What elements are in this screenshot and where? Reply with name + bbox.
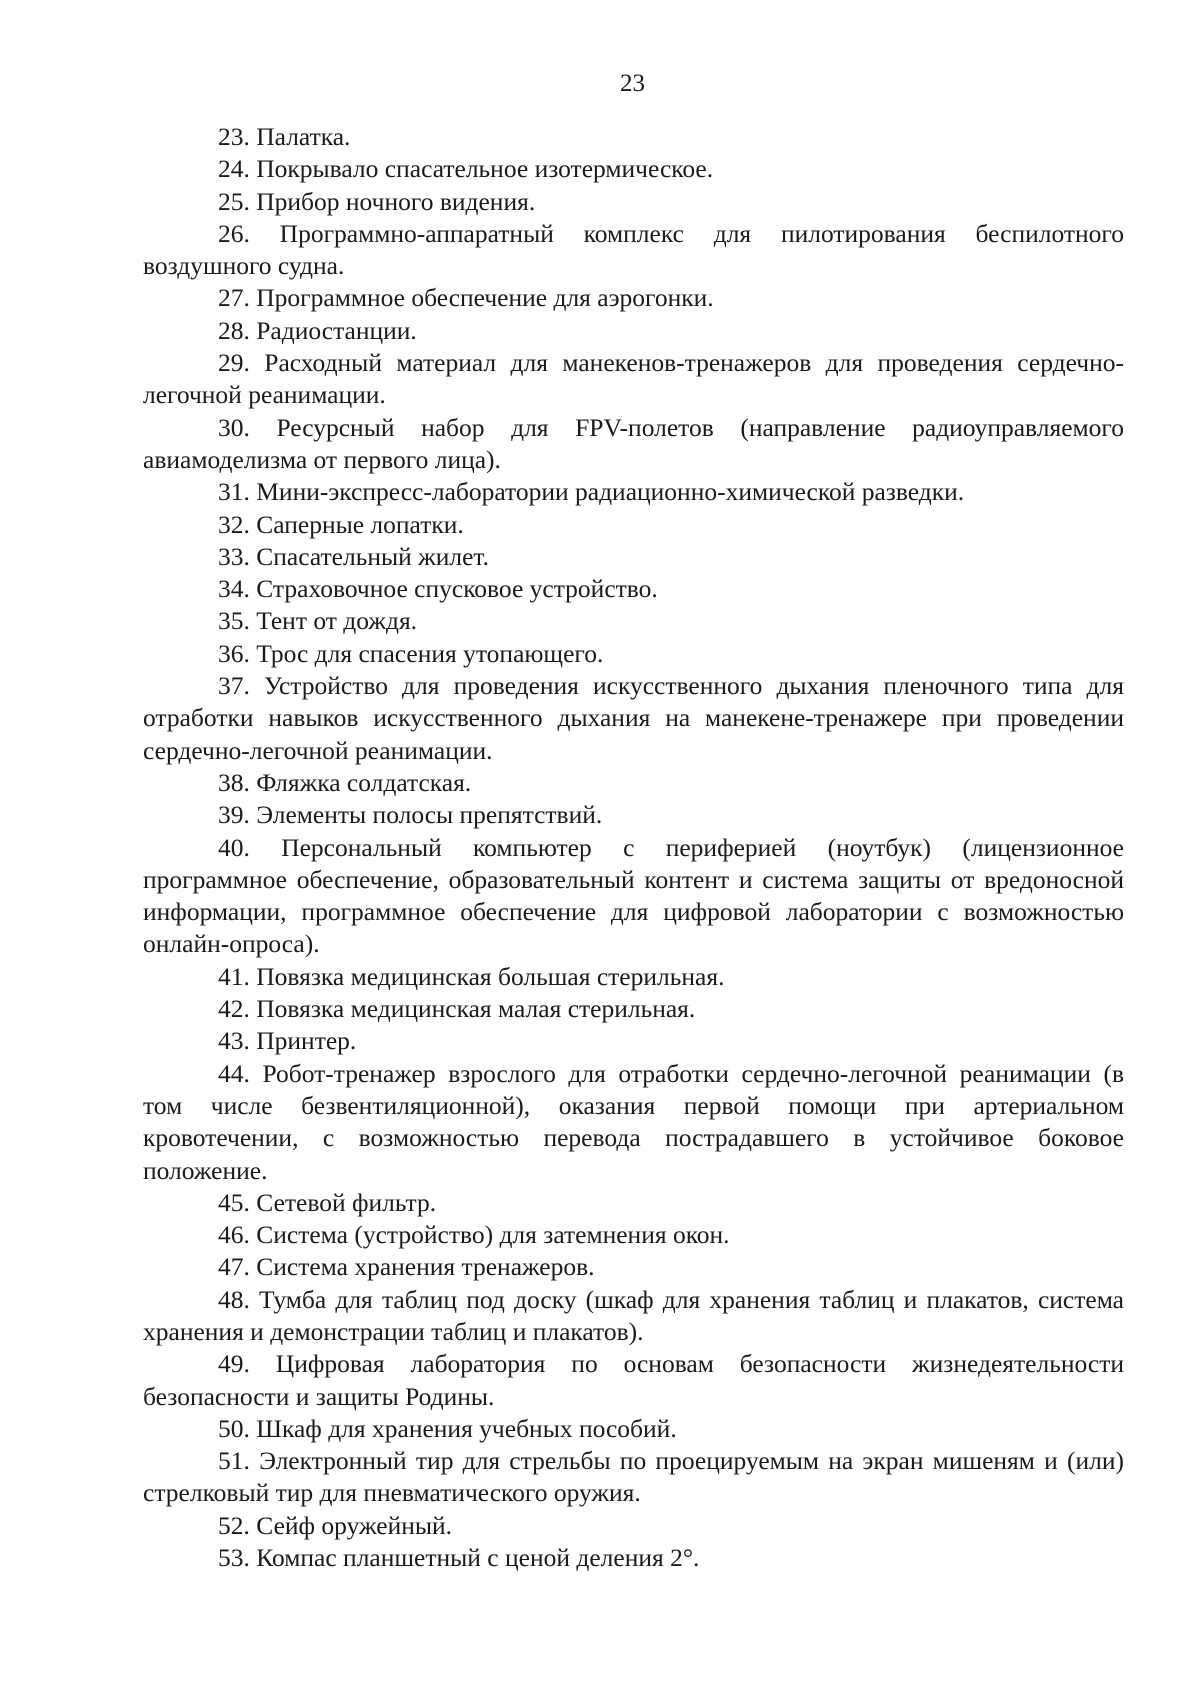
list-item: 26. Программно-аппаратный комплекс для пилотирования беспилотного воздушного судна. [143, 218, 1124, 281]
list-item: 42. Повязка медицинская малая стерильная. [218, 994, 696, 1024]
list-item: 34. Страховочное спусковое устройство. [218, 574, 658, 604]
list-item: 51. Электронный тир для стрельбы по проецируемым на экран мишеням и (или) стрелковый тир для пневматического оружия. [143, 1446, 1124, 1508]
list-item: 35. Тент от дождя. [218, 606, 418, 636]
list-item: 47. Система хранения тренажеров. [218, 1252, 595, 1282]
list-item: 36. Трос для спасения утопающего. [218, 638, 604, 668]
list-item: 37. Устройство для проведения искусственного дыхания пленочного типа для отработки навыков искусственного дыхания на манекене-тренажере при проведении сердечно-легочной реанимации. [143, 671, 1124, 765]
list-item: 32. Саперные лопатки. [218, 509, 464, 539]
list-item: 30. Ресурсный набор для FPV-полетов (направление радиоуправляемого авиамоделизма от первого лица). [143, 412, 1124, 474]
list-item: 39. Элементы полосы препятствий. [218, 800, 603, 830]
list-item: 27. Программное обеспечение для аэрогонки. [218, 283, 714, 313]
list-item: 23. Палатка. [218, 122, 351, 151]
list-item: 46. Система (устройство) для затемнения окон. [218, 1220, 730, 1250]
list-item: 45. Сетевой фильтр. [218, 1187, 437, 1217]
list-item: 40. Персональный компьютер с периферией (ноутбук) (лицензионное программное обеспечение, образовательный контент и система защиты от вредоносной информации, программное обеспечение для цифровой лаборатории с возможностью онлайн-опроса). [143, 832, 1124, 959]
list-item: 50. Шкаф для хранения учебных пособий. [218, 1413, 677, 1443]
page-number: 23 [620, 70, 645, 97]
list-item: 43. Принтер. [218, 1026, 357, 1056]
list-item: 41. Повязка медицинская большая стерильная. [218, 961, 725, 991]
list-item: 25. Прибор ночного видения. [218, 186, 536, 216]
list-item: 33. Спасательный жилет. [218, 541, 490, 571]
list-item: 53. Компас планшетный с ценой деления 2°. [218, 1543, 700, 1573]
list-item: 48. Тумба для таблиц под доску (шкаф для хранения таблиц и плакатов, система хранения и демонстрации таблиц и плакатов). [143, 1284, 1124, 1346]
equipment-list [143, 121, 1124, 1574]
list-item: 28. Радиостанции. [218, 315, 417, 345]
list-item: 52. Сейф оружейный. [218, 1510, 453, 1540]
list-item: 44. Робот-тренажер взрослого для отработки сердечно-легочной реанимации (в том числе безвентиляционной), оказания первой помощи при артериальном кровотечении, с возможностью перевода пострадавшего в устойчивое боковое положение. [143, 1058, 1124, 1185]
list-item: 31. Мини-экспресс-лаборатории радиационно-химической разведки. [218, 477, 965, 507]
list-item: 38. Фляжка солдатская. [218, 767, 472, 797]
list-item: 24. Покрывало спасательное изотермическое. [218, 154, 714, 184]
list-item: 49. Цифровая лаборатория по основам безопасности жизнедеятельности безопасности и защиты Родины. [143, 1349, 1124, 1411]
list-item: 29. Расходный материал для манекенов-тренажеров для проведения сердечно-легочной реанимации. [143, 348, 1124, 410]
